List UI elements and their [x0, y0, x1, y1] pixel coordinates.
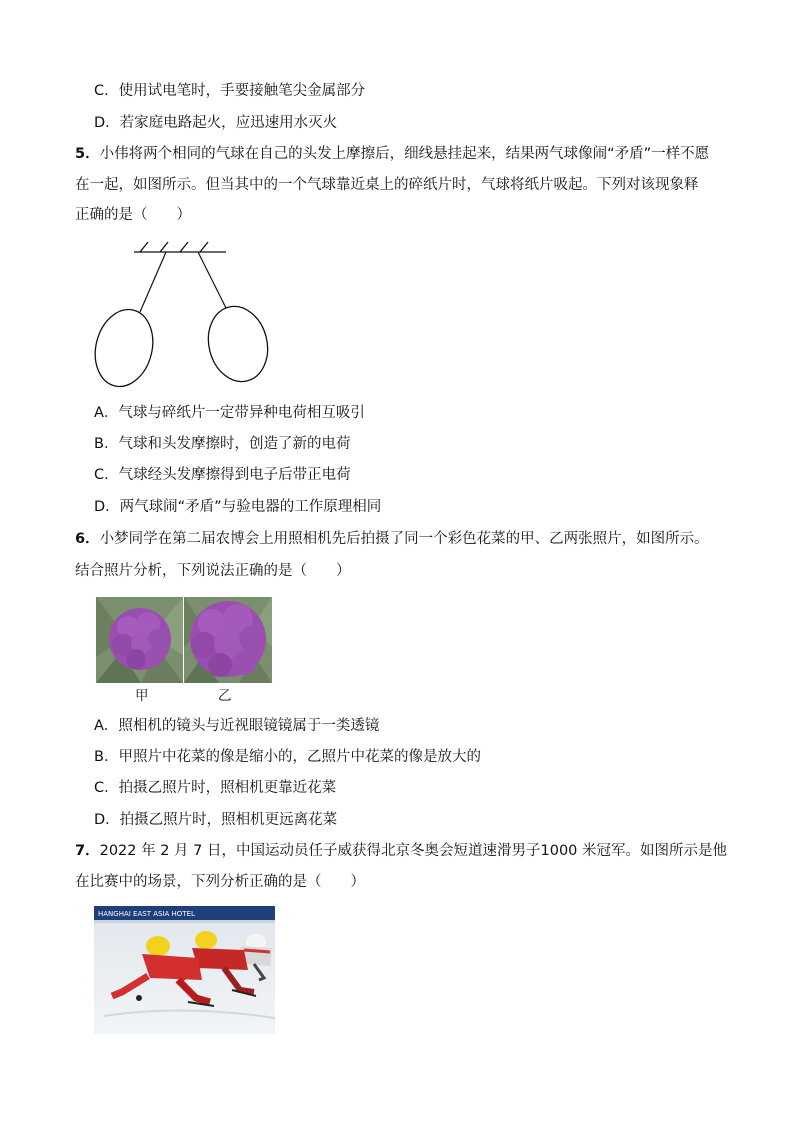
option-d-prev: D．若家庭电路起火，应迅速用水灭火: [94, 115, 338, 131]
balloons-figure: [88, 236, 278, 394]
q6-stem-line1: 6．小梦同学在第二届农博会上用照相机先后拍摄了同一个彩色花菜的甲、乙两张照片，如图所示。: [75, 531, 709, 547]
q5-option-b: B．气球和头发摩擦时，创造了新的电荷: [94, 436, 351, 452]
caption-yi: 乙: [218, 688, 232, 704]
q5-option-d: D．两气球闹“矛盾”与验电器的工作原理相同: [94, 499, 382, 515]
q6-option-d: D．拍摄乙照片时，照相机更远离花菜: [94, 812, 338, 828]
q5-stem-line3: 正确的是（ ）: [75, 207, 191, 223]
q5-option-a: A．气球与碎纸片一定带异种电荷相互吸引: [94, 405, 365, 421]
q7-stem-line2: 在比赛中的场景，下列分析正确的是（ ）: [75, 874, 365, 890]
q6-option-c: C．拍摄乙照片时，照相机更靠近花菜: [94, 780, 337, 796]
q5-number: 5．: [75, 146, 100, 162]
q5-stem-line1: 5．小伟将两个相同的气球在自己的头发上摩擦后，细线悬挂起来，结果两气球像闹“矛盾”一样不愿: [75, 146, 710, 162]
q5-option-c: C．气球经头发摩擦得到电子后带正电荷: [94, 467, 351, 483]
speed-skating-photo: [94, 906, 275, 1034]
banner-text: HANGHAI EAST ASIA HOTEL: [98, 910, 195, 918]
cauliflower-photo-jia: [96, 597, 183, 683]
q6-option-b: B．甲照片中花菜的像是缩小的，乙照片中花菜的像是放大的: [94, 749, 481, 765]
q7-number: 7．: [75, 843, 100, 859]
option-c-prev: C．使用试电笔时，手要接触笔尖金属部分: [94, 83, 366, 99]
q6-option-a: A．照相机的镜头与近视眼镜镜属于一类透镜: [94, 718, 380, 734]
q5-stem-line2: 在一起，如图所示。但当其中的一个气球靠近桌上的碎纸片时，气球将纸片吸起。下列对该现象释: [75, 177, 699, 193]
q6-number: 6．: [75, 531, 100, 547]
caption-jia: 甲: [135, 688, 149, 704]
cauliflower-photo-yi: [184, 597, 272, 683]
q7-stem-line1: 7．2022 年 2 月 7 日，中国运动员任子威获得北京冬奥会短道速滑男子1000 米冠军。如图所示是他: [75, 843, 727, 859]
q6-stem-line2: 结合照片分析，下列说法正确的是（ ）: [75, 563, 351, 579]
